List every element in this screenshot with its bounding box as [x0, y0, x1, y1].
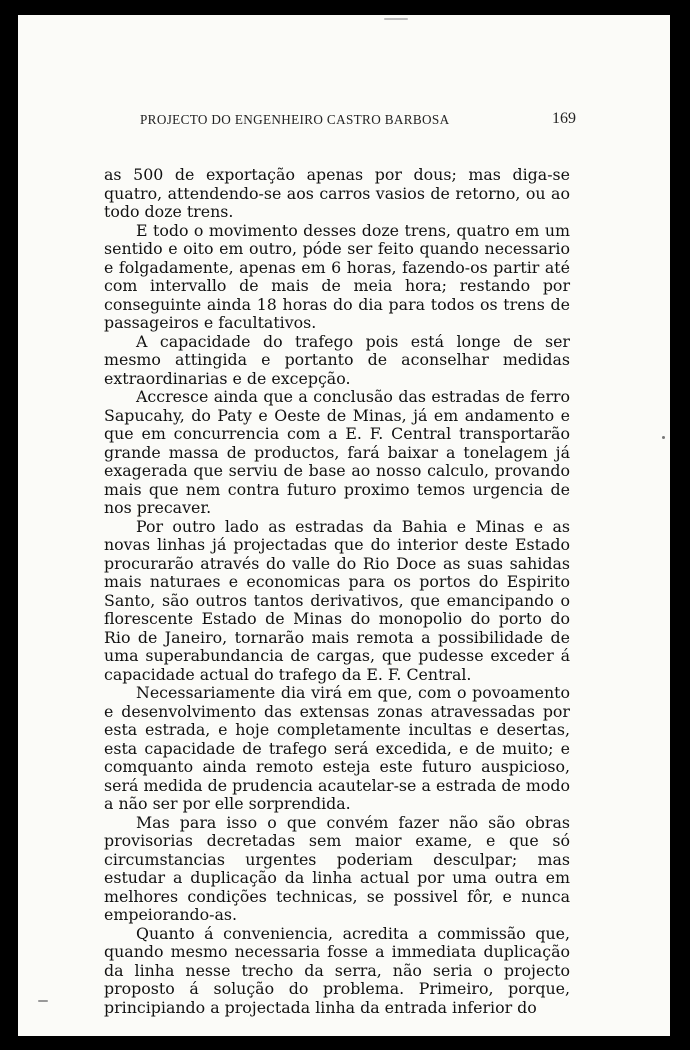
- paragraph: Necessariamente dia virá em que, com o povoamento e desenvolvimento das extensas zonas atravessadas por esta estrada, e hoje completamente incultas e desertas, esta capacidade de trafego será excedida, e de muito; e comquanto ainda remoto esteja este futuro auspicioso, será medida de prudencia acautelar-se a estrada de modo a não ser por elle sorprendida.: [104, 683, 570, 813]
- body-text: [104, 166, 570, 1017]
- paragraph: A capacidade do trafego pois está longe de ser mesmo attingida e portanto de aconselhar medidas extraordinarias e de excepção.: [104, 331, 570, 388]
- page-number: 169: [552, 110, 576, 127]
- paragraph: Por outro lado as estradas da Bahia e Minas e as novas linhas já projectadas que do interior deste Estado procurarão através do valle do Rio Doce as suas sahidas mais naturaes e economicas para os portos do Espirito Santo, são outros tantos derivativos, que emancipando o florescente Estado de Minas do monopolio do porto do Rio de Janeiro, tornarão mais remota a possibilidade de uma superabundancia de cargas, que pudesse exceder á capacidade actual do trafego da E. F. Central.: [104, 516, 570, 684]
- paragraph: Mas para isso o que convém fazer não são obras provisorias decretadas sem maior exame, e que só circumstancias urgentes poderiam desculpar; mas estudar a duplicação da linha actual por uma outra em melhores condições technicas, se possivel fôr, e nunca empeiorando-as.: [104, 812, 570, 924]
- paragraph: Accresce ainda que a conclusão das estradas de ferro Sapucahy, do Paty e Oeste de Minas, já em andamento e que em concurrencia com a E. F. Central transportarão grande massa de productos, fará baixar a tonelagem já exagerada que serviu de base ao nosso calculo, provando mais que nem contra futuro proximo temos urgencia de nos precaver.: [104, 387, 570, 517]
- running-title: PROJECTO DO ENGENHEIRO CASTRO BARBOSA: [140, 112, 450, 127]
- scan-speck: [662, 436, 665, 439]
- scan-speck: [384, 18, 408, 20]
- paragraph: E todo o movimento desses doze trens, quatro em um sentido e oito em outro, póde ser feito quando necessario e folgadamente, apenas em 6 horas, fazendo-os partir até com intervallo de mais de meia hora; restando por conseguinte ainda 18 horas do dia para todos os trens de passageiros e facultativos.: [104, 220, 570, 332]
- scan-speck: [38, 1000, 48, 1002]
- paragraph: Quanto á conveniencia, acredita a commissão que, quando mesmo necessaria fosse a immediata duplicação da linha nesse trecho da serra, não seria o projecto proposto á solução do problema. Primeiro, porque, principiando a projectada linha da entrada inferior do: [104, 923, 570, 1017]
- paragraph: as 500 de exportação apenas por dous; mas diga-se quatro, attendendo-se aos carros vasios de retorno, ou ao todo doze trens.: [104, 165, 570, 221]
